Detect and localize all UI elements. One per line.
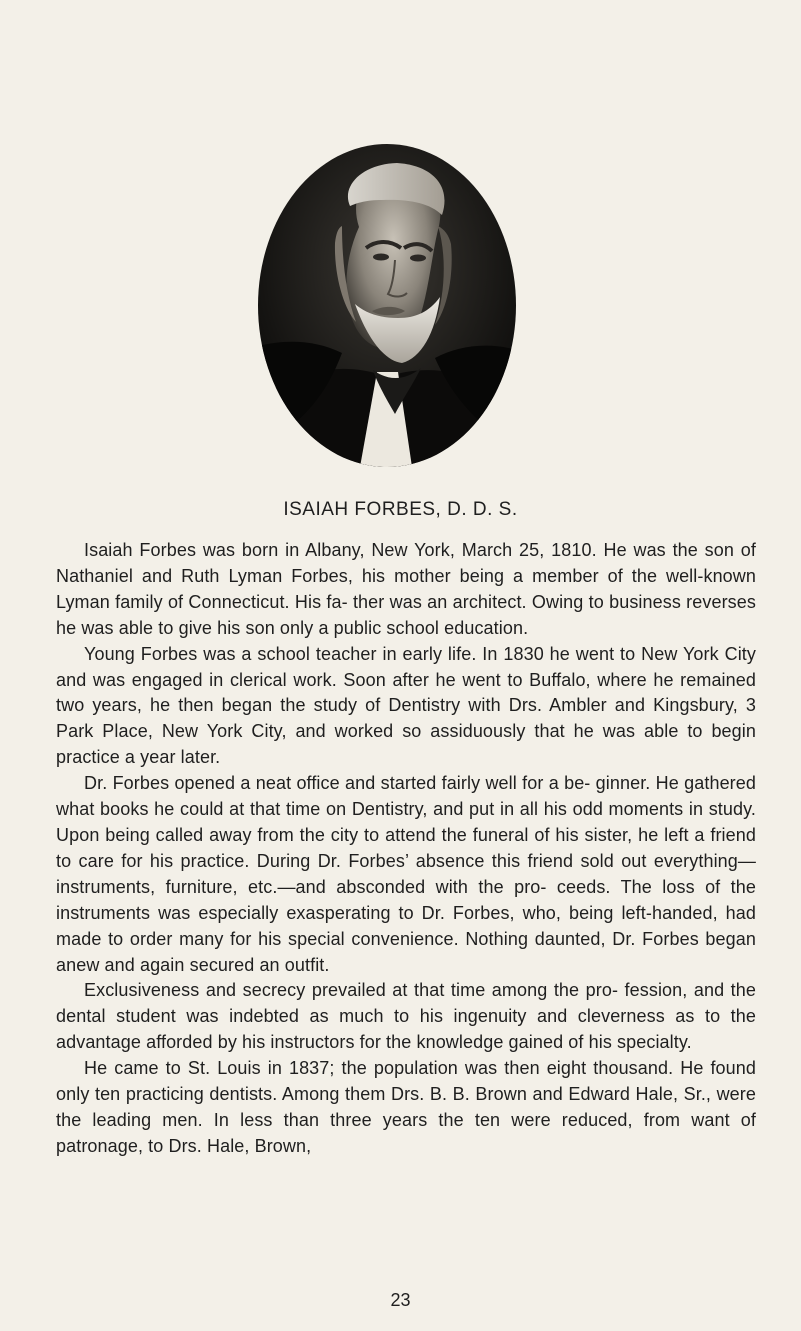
page-number: 23 [390, 1290, 411, 1310]
portrait-caption: ISAIAH FORBES, D. D. S. [283, 499, 518, 520]
paragraph-5: He came to St. Louis in 1837; the population was then eight thousand. He found only ten practicing dentists. Among them Drs. B. B. Brown and Edward Hale, Sr., were the leading men. In less than three years the ten were reduced, from want of patronage, to Drs. Hale, Brown, [56, 1058, 756, 1156]
paragraph-2: Young Forbes was a school teacher in early life. In 1830 he went to New York City and was engaged in clerical work. Soon after he went to Buffalo, where he remained two years, he then began the study of Dentistry with Drs. Ambler and Kingsbury, 3 Park Place, New York City, and worked so assiduously that he was able to begin practice a year later. [56, 643, 756, 768]
paragraph-4: Exclusiveness and secrecy prevailed at that time among the pro- fession, and the dental student was indebted as much to his ingenuity and cleverness as to the advantage afforded by his instructors for the knowledge gained of his specialty. [56, 980, 756, 1053]
paragraph-1: Isaiah Forbes was born in Albany, New York, March 25, 1810. He was the son of Nathaniel and Ruth Lyman Forbes, his mother being a member of the well-known Lyman family of Connecticut. His fa- ther was an architect. Owing to business reverses he was able to give his son only a public school education. [56, 540, 756, 638]
biography-text [56, 538, 756, 1160]
paragraph-3: Dr. Forbes opened a neat office and started fairly well for a be- ginner. He gathered what books he could at that time on Dentistry, and put in all his odd moments in study. Upon being called away from the city to attend the funeral of his sister, he left a friend to care for his practice. During Dr. Forbes’ absence this friend sold out everything—instruments, furniture, etc.—and absconded with the pro- ceeds. The loss of the instruments was especially exasperating to Dr. Forbes, who, being left-handed, had made to order many for his special convenience. Nothing daunted, Dr. Forbes began anew and again secured an outfit. [56, 773, 756, 975]
portrait-photograph [258, 144, 516, 467]
